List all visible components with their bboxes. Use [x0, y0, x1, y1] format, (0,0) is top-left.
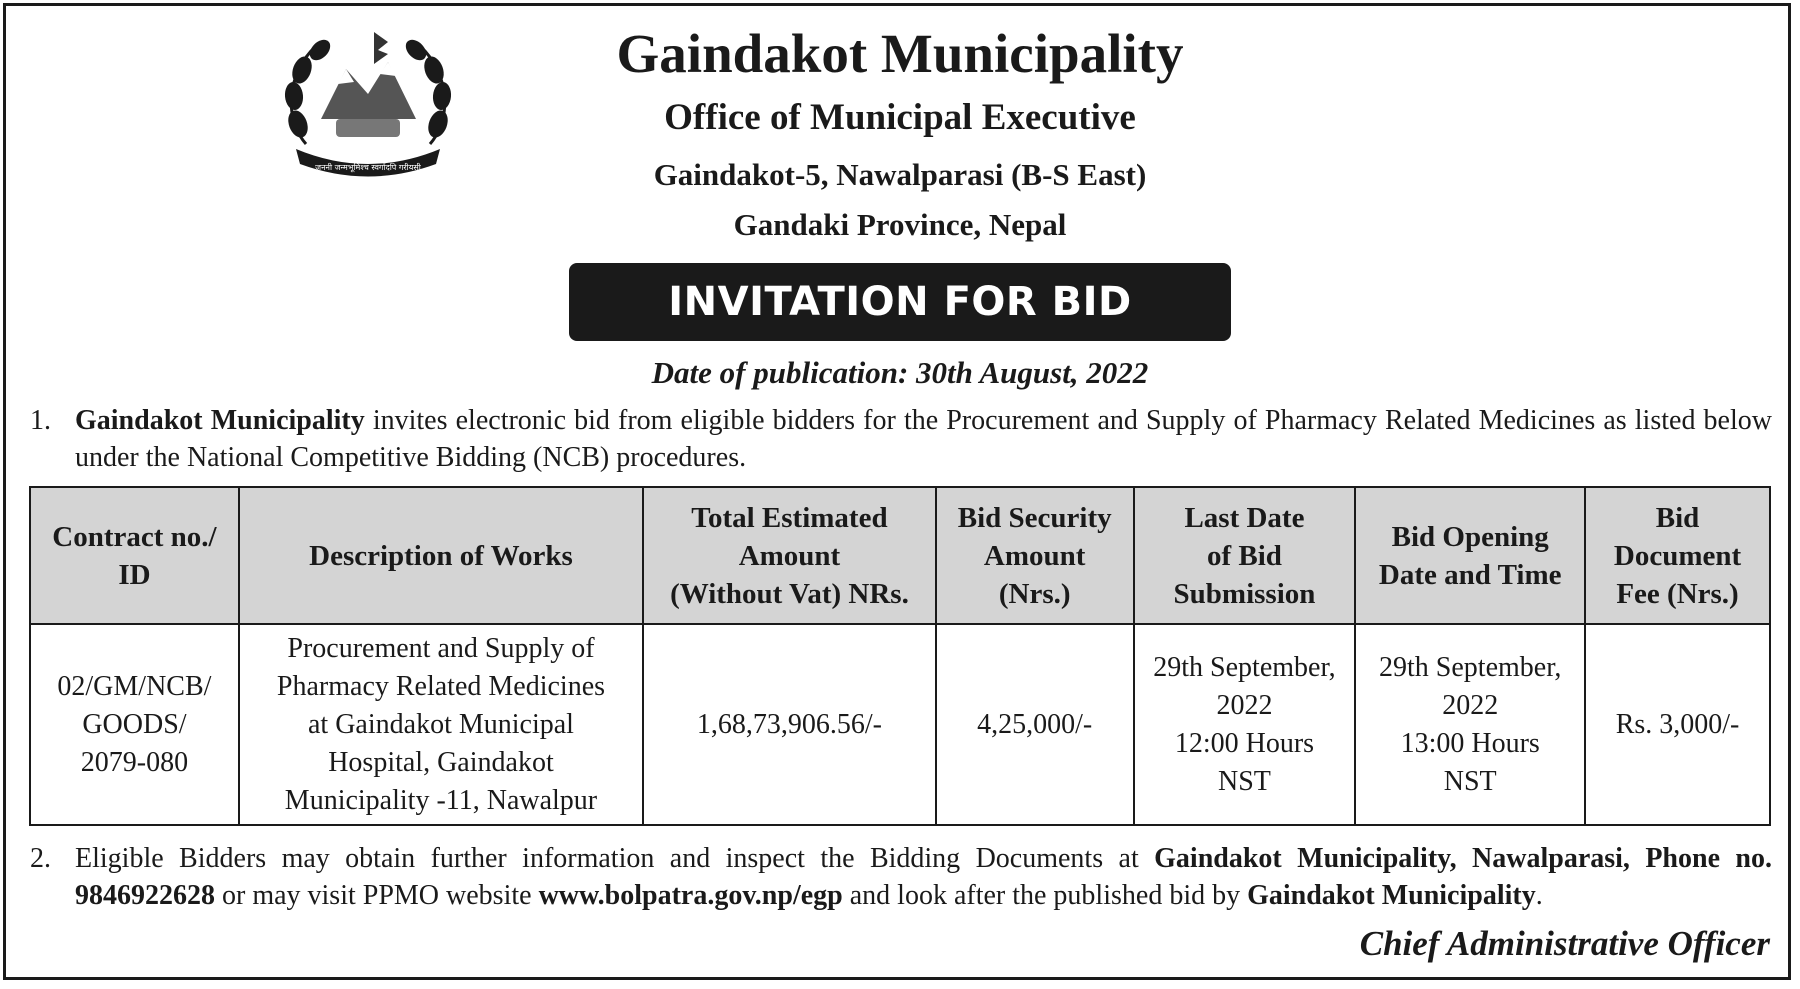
signature-title: Chief Administrative Officer	[1359, 924, 1770, 963]
bold-lead: Gaindakot Municipality	[75, 405, 365, 436]
emblem-motto: जननी जन्मभूमिश्च स्वर्गादपि गरीयसी	[315, 163, 421, 172]
header-contract: Contract no./ ID	[30, 487, 239, 624]
cell-amount: 1,68,73,906.56/-	[643, 624, 936, 825]
header-security: Bid Security Amount (Nrs.)	[936, 487, 1134, 624]
office-name: Office of Municipal Executive	[664, 97, 1136, 138]
table-row	[30, 624, 1770, 825]
cell-security: 4,25,000/-	[936, 624, 1134, 825]
table-header-row	[30, 487, 1770, 624]
cell-fee: Rs. 3,000/-	[1585, 624, 1770, 825]
header-amount: Total Estimated Amount (Without Vat) NRs.	[643, 487, 936, 624]
org-name: Gaindakot Municipality	[616, 23, 1184, 84]
contact-info: Gaindakot Municipality, Nawalparasi, Phone no. 9846922628	[75, 843, 1772, 911]
cell-contract: 02/GM/NCB/ GOODS/ 2079-080	[30, 624, 239, 825]
paragraph-1	[30, 402, 1772, 476]
publication-date: Date of publication: 30th August, 2022	[651, 355, 1149, 390]
header-last-date: Last Date of Bid Submission	[1134, 487, 1356, 624]
header-description: Description of Works	[239, 487, 643, 624]
notice-title: INVITATION FOR BID	[569, 263, 1231, 341]
paragraph-text: invites electronic bid from eligible bidders for the Procurement and Supply of Pharmacy Related Medicines as listed below under the National Competitive Bidding (NCB) procedures.	[75, 405, 1772, 473]
address-line-1: Gaindakot-5, Nawalparasi (B-S East)	[653, 157, 1147, 192]
ppmo-website-link[interactable]: www.bolpatra.gov.np/egp	[538, 880, 843, 911]
bid-table	[29, 486, 1771, 826]
header-opening: Bid Opening Date and Time	[1355, 487, 1585, 624]
cell-last-date: 29th September, 2022 12:00 Hours NST	[1134, 624, 1356, 825]
paragraph-2: 2. Eligible Bidders may obtain further information and inspect the Bidding Documents at Gaindakot Municipality, Nawalparasi, Phone no. 9846922628 or may visit PPMO website www.bolpatra.gov.np/egp and look after the published bid by Gaindakot Municipality.	[30, 840, 1772, 914]
header-fee: Bid Document Fee (Nrs.)	[1585, 487, 1770, 624]
paragraph-number: 2.	[30, 843, 51, 874]
address-line-2: Gandaki Province, Nepal	[733, 207, 1067, 242]
cell-description: Procurement and Supply of Pharmacy Related Medicines at Gaindakot Municipal Hospital, Gaindakot Municipality -11, Nawalpur	[239, 624, 643, 825]
cell-opening: 29th September, 2022 13:00 Hours NST	[1355, 624, 1585, 825]
paragraph-number: 1.	[30, 405, 51, 436]
